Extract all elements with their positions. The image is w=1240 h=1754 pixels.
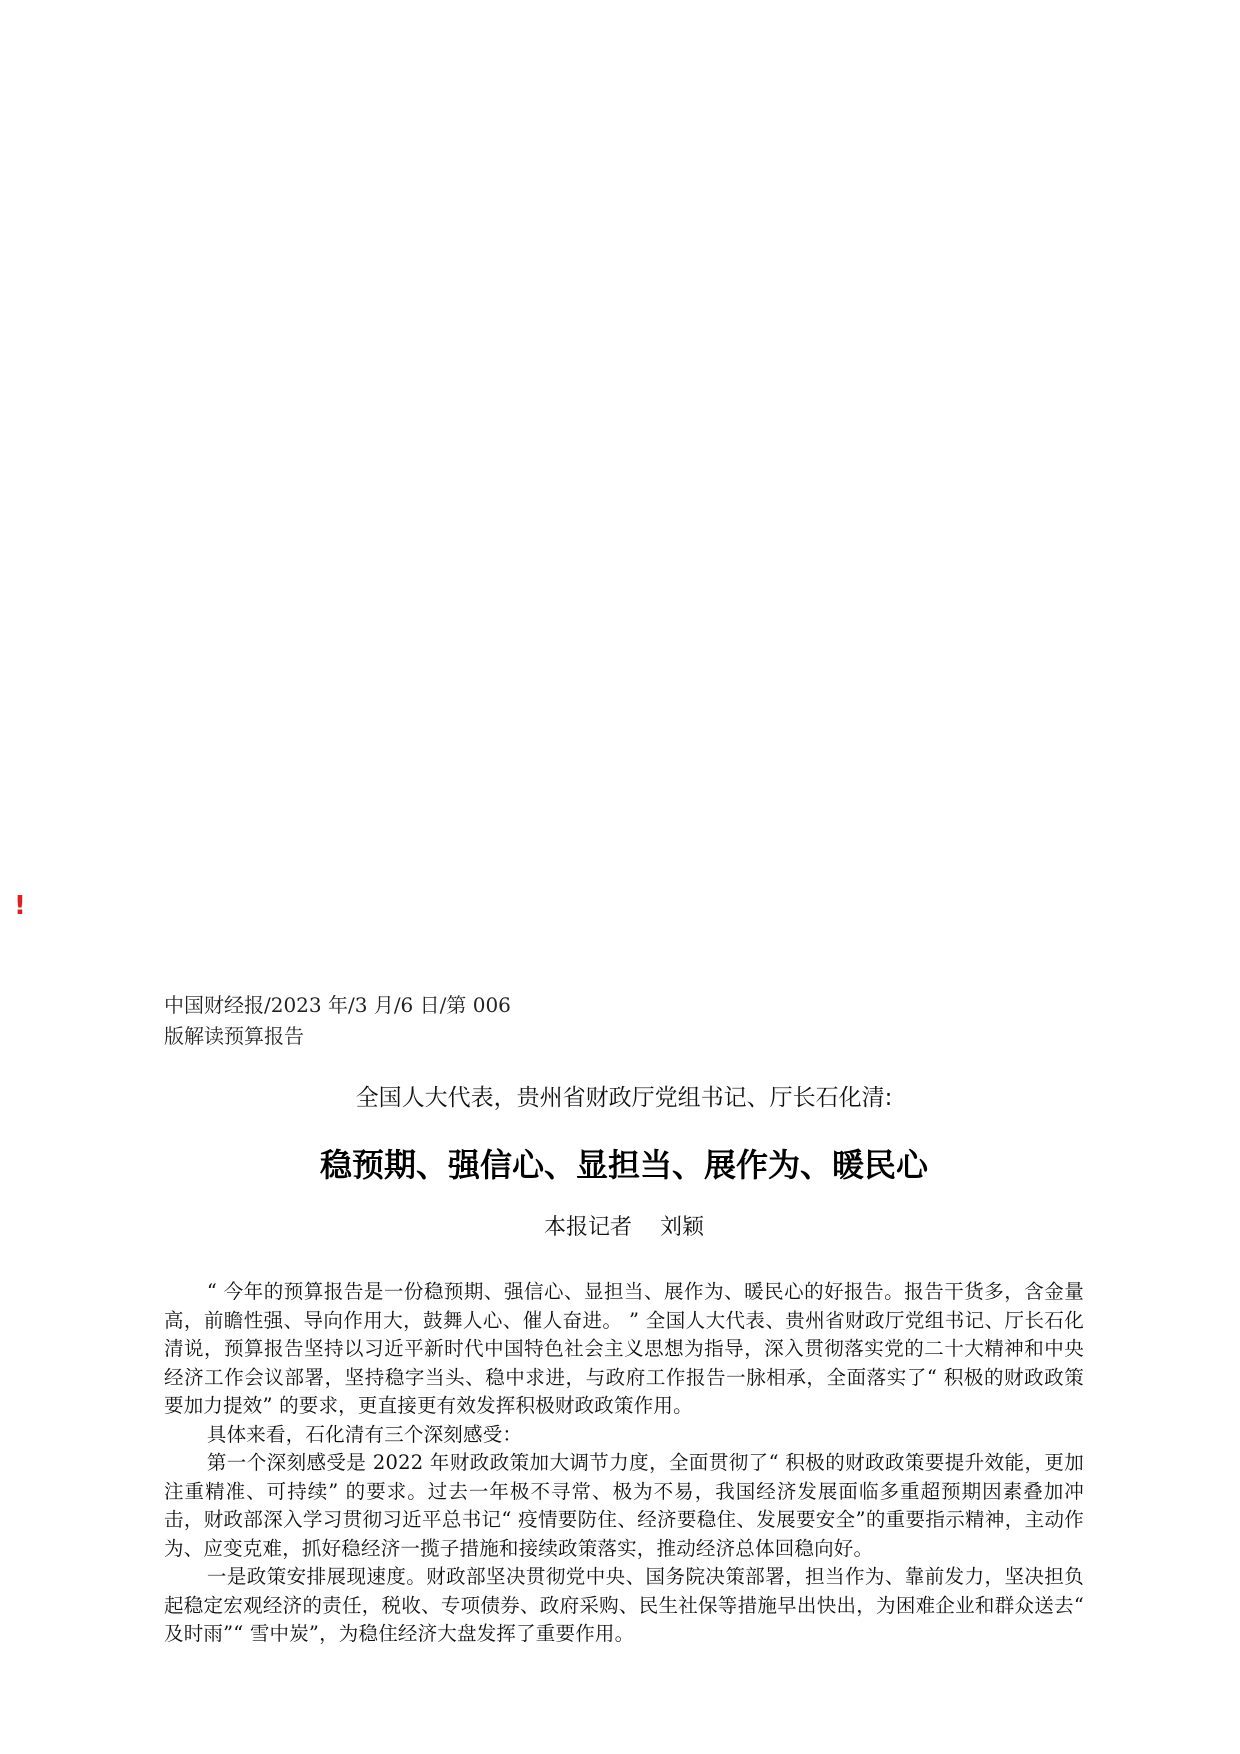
paragraph-2: 具体来看，石化清有三个深刻感受：	[206, 1422, 523, 1446]
paragraph-3: 第一个深刻感受是 2022 年财政政策加大调节力度，全面贯彻了“ 积极的财政政策要提升效能，更加注重精准、可持续” 的要求。过去一年极不寻常、极为不易，我国经济发展面临多重超预期因素叠加冲击，财政部深入学习贯彻习近平总书记“ 疫情要防住、经济要稳住、发展要安全”的重要指示精神，主动作为、应变克难，抓好稳经济一揽子措施和接续政策落实，推动经济总体回稳向好。	[164, 1451, 1084, 1560]
article-byline: 本报记者 刘颖	[544, 1215, 704, 1240]
source-info	[164, 990, 584, 1052]
article-body	[164, 1278, 1084, 1649]
article-headline: 稳预期、强信心、显担当、展作为、暖民心	[319, 1146, 928, 1184]
article-kicker: 全国人大代表，贵州省财政厅党组书记、厅长石化清:	[355, 1085, 893, 1111]
source-line-1: 中国财经报/2023 年/3 月/6 日/第 006	[164, 993, 511, 1017]
exclamation-mark: !	[14, 891, 26, 921]
paragraph-1: “ 今年的预算报告是一份稳预期、强信心、显担当、展作为、暖民心的好报告。报告干货多，含金量高，前瞻性强、导向作用大，鼓舞人心、催人奋进。 ” 全国人大代表、贵州省财政厅党组书记、厅长石化清说，预算报告坚持以习近平新时代中国特色社会主义思想为指导，深入贯彻落实党的二十大精神和中央经济工作会议部署，坚持稳字当头、稳中求进，与政府工作报告一脉相承，全面落实了“ 积极的财政政策要加力提效” 的要求，更直接更有效发挥积极财政政策作用。	[164, 1280, 1084, 1417]
source-line-2: 版解读预算报告	[164, 1024, 304, 1048]
paragraph-4: 一是政策安排展现速度。财政部坚决贯彻党中央、国务院决策部署，担当作为、靠前发力，坚决担负起稳定宏观经济的责任，税收、专项债券、政府采购、民生社保等措施早出快出，为困难企业和群众送去“ 及时雨”“ 雪中炭”，为稳住经济大盘发挥了重要作用。	[164, 1565, 1084, 1645]
